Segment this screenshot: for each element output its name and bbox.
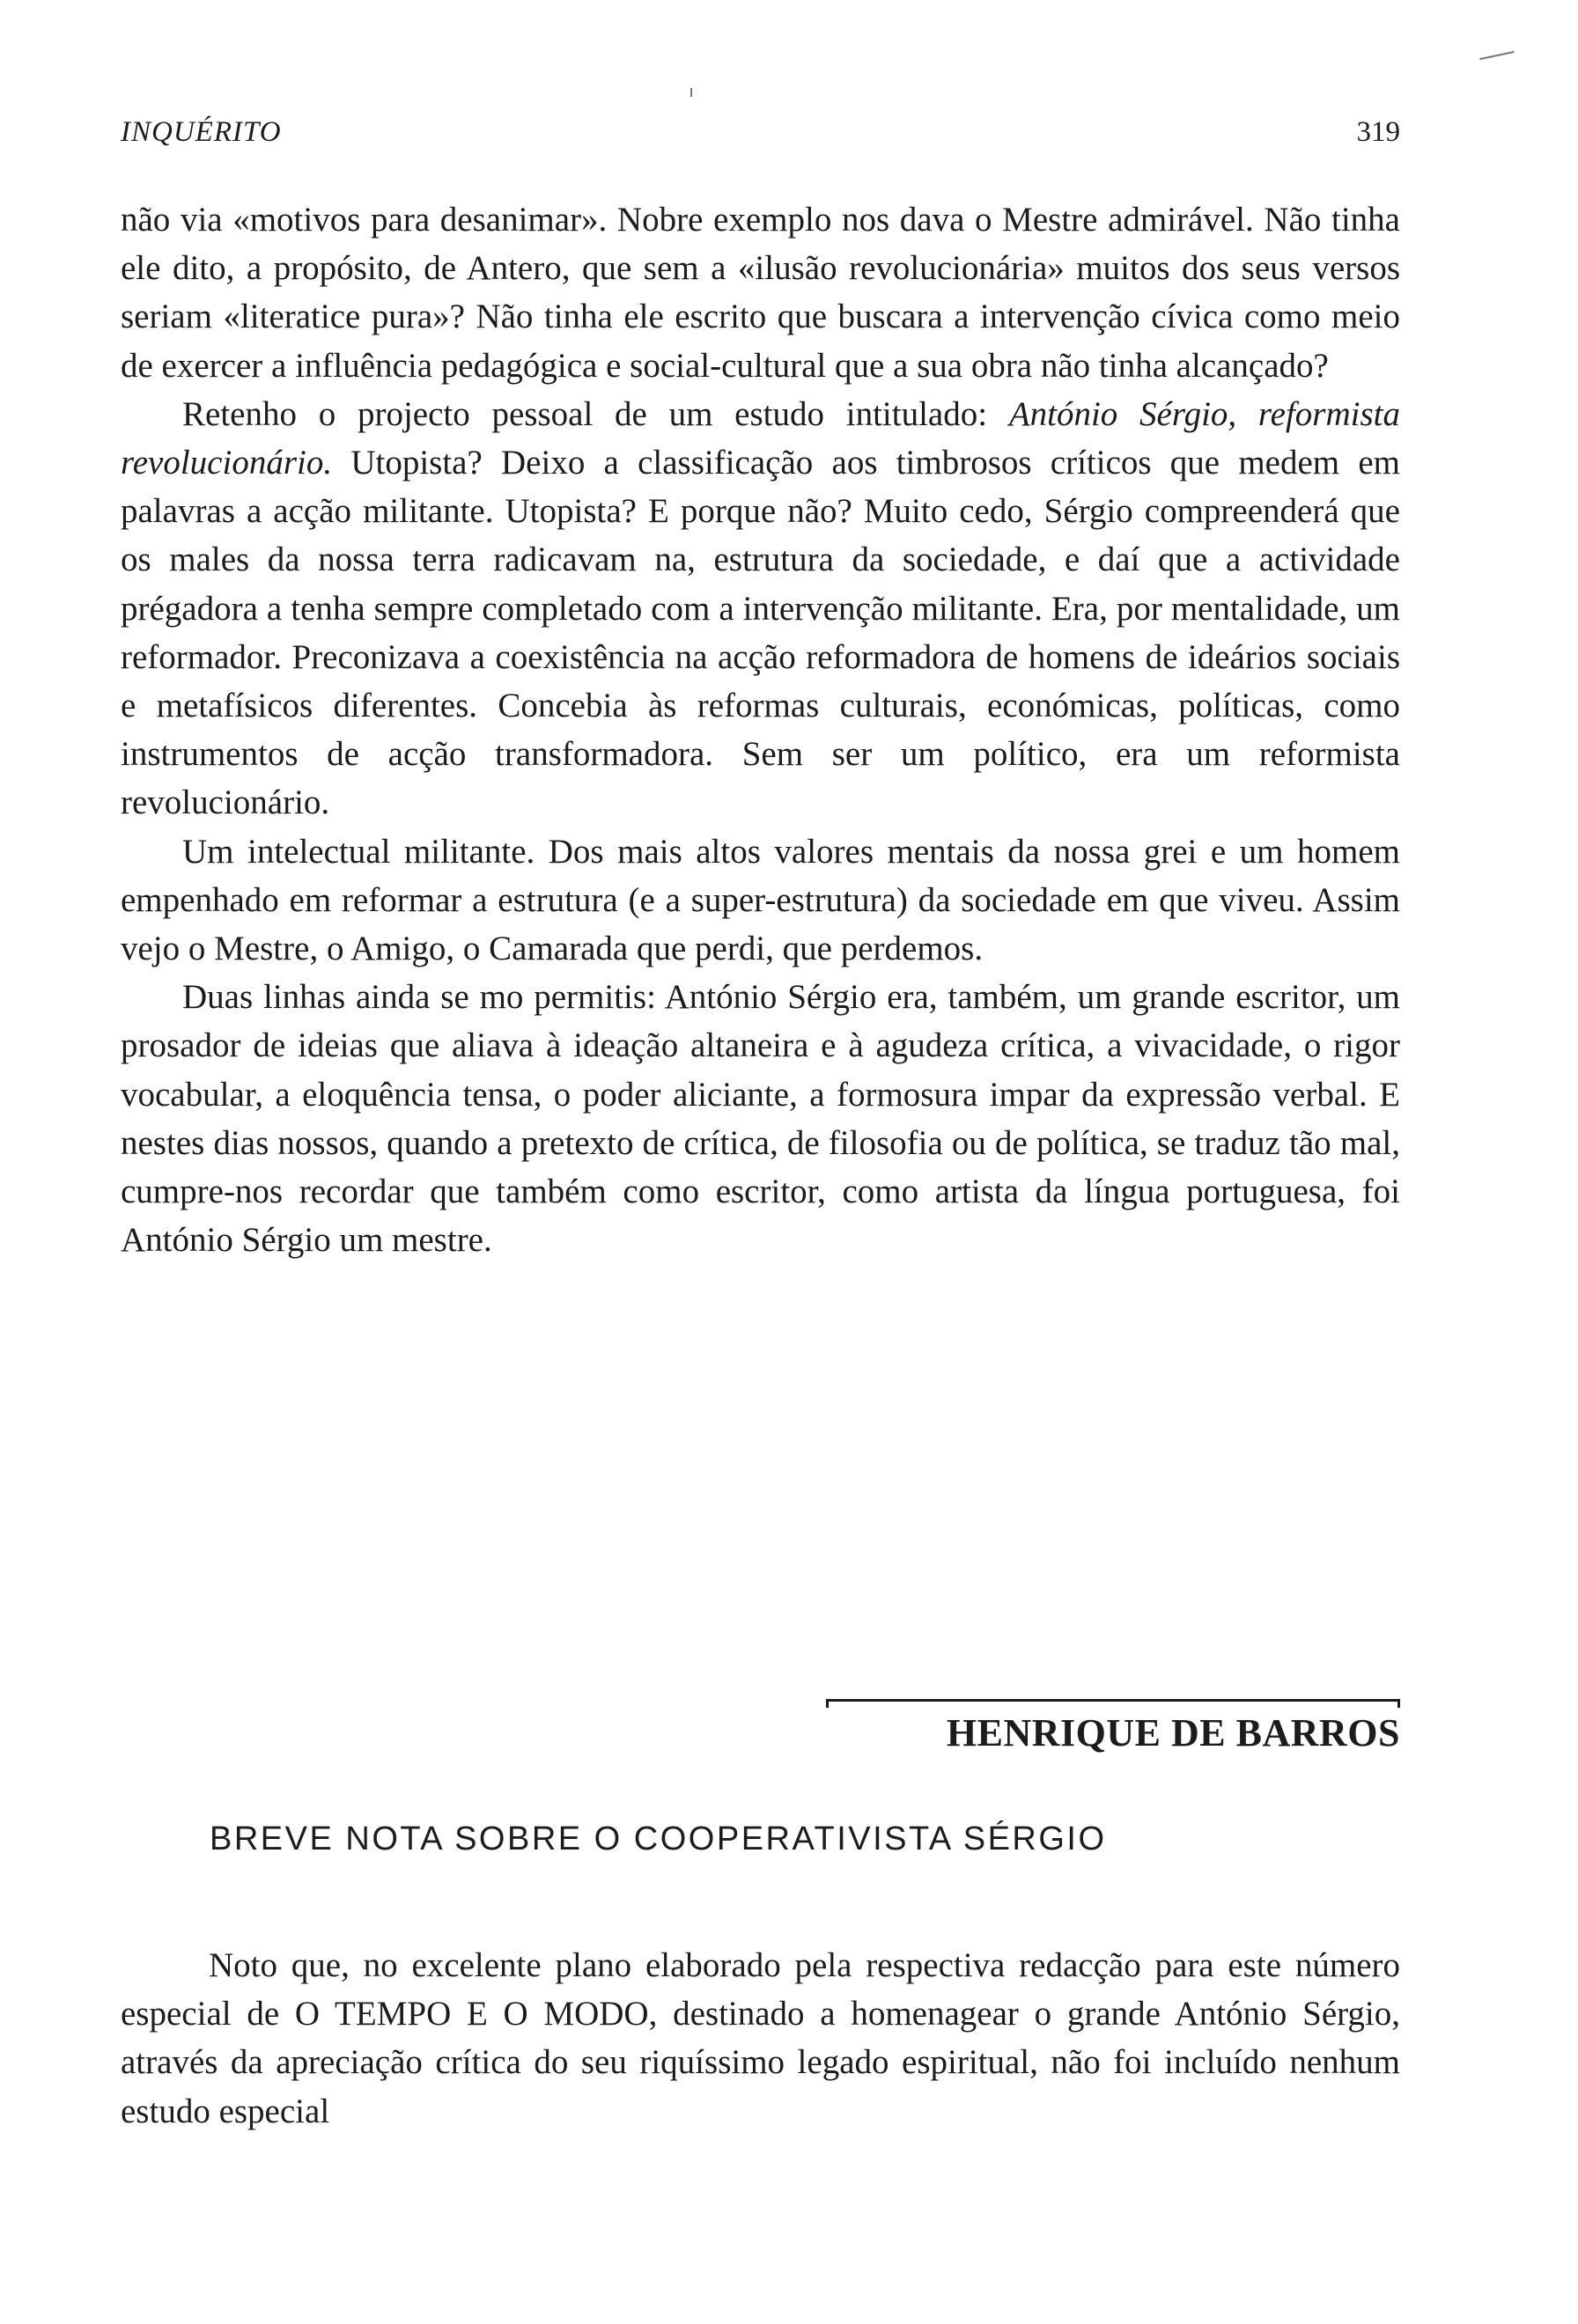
paragraph-2 [121,390,1400,827]
paragraph-2-lead: Retenho o projecto pessoal de um estudo intitulado: [182,394,1009,433]
author-rule [826,1699,1400,1702]
paragraph-2-rest: Utopista? Deixo a classificação aos timbrosos críticos que medem em palavras a acção militante. Utopista? E porque não? Muito cedo, Sérgio compreenderá que os males da nossa terra radicavam na, estrutura da sociedade, e daí que a actividade prégadora a tenha sempre completado com a intervenção militante. Era, por mentalidade, um reformador. Preconizava a coexistência na acção reformadora de homens de ideários sociais e metafísicos diferentes. Concebia às reformas culturais, económicas, políticas, como instrumentos de acção transformadora. Sem ser um político, era um reformista revolucionário. [121,444,1400,822]
paragraph-1: não via «motivos para desanimar». Nobre exemplo nos dava o Mestre admirável. Não tinha ele dito, a propósito, de Antero, que sem a «ilusão revolucionária» muitos dos seus versos seriam «literatice pura»? Não tinha ele escrito que buscara a intervenção cívica como meio de exercer a influência pedagógica e social-cultural que a sua obra não tinha alcançado? [121,201,1400,385]
page-number: 319 [1356,116,1400,148]
study-title: António Sérgio, reformista revolucionário. [121,394,1400,482]
paragraph-3: Um intelectual militante. Dos mais altos valores mentais da nossa grei e um homem empenhado em reformar a estrutura (e a super-estrutura) da sociedade em que viveu. Assim vejo o Mestre, o Amigo, o Camarada que perdi, que perdemos. [121,832,1400,968]
article-paragraph-1: Noto que, no excelente plano elaborado pela respectiva redacção para este número especial de O TEMPO E O MODO, destinado a homenagear o grande António Sérgio, através da apreciação crítica do seu riquíssimo legado espiritual, não foi incluído nenhum estudo especial [121,1946,1400,2130]
author-block [826,1699,1400,1755]
article-title: BREVE NOTA SOBRE O COOPERATIVISTA SÉRGIO [210,1820,1107,1857]
paragraph-4: Duas linhas ainda se mo permitis: António Sérgio era, também, um grande escritor, um prosador de ideias que aliava à ideação altaneira e à agudeza crítica, a vivacidade, o rigor vocabular, a eloquência tensa, o poder aliciante, a formosura impar da expressão verbal. E nestes dias nossos, quando a pretexto de crítica, de filosofia ou de política, se traduz tão mal, cumpre-nos recordar que também como escritor, como artista da língua portuguesa, foi António Sérgio um mestre. [121,978,1400,1260]
scan-mark [1479,51,1515,60]
running-title: INQUÉRITO [121,116,282,148]
article-body [121,1941,1400,2136]
essay-body [121,195,1400,1264]
scan-mark [690,88,692,97]
running-head [121,116,1400,169]
author-name: HENRIQUE DE BARROS [946,1711,1400,1754]
